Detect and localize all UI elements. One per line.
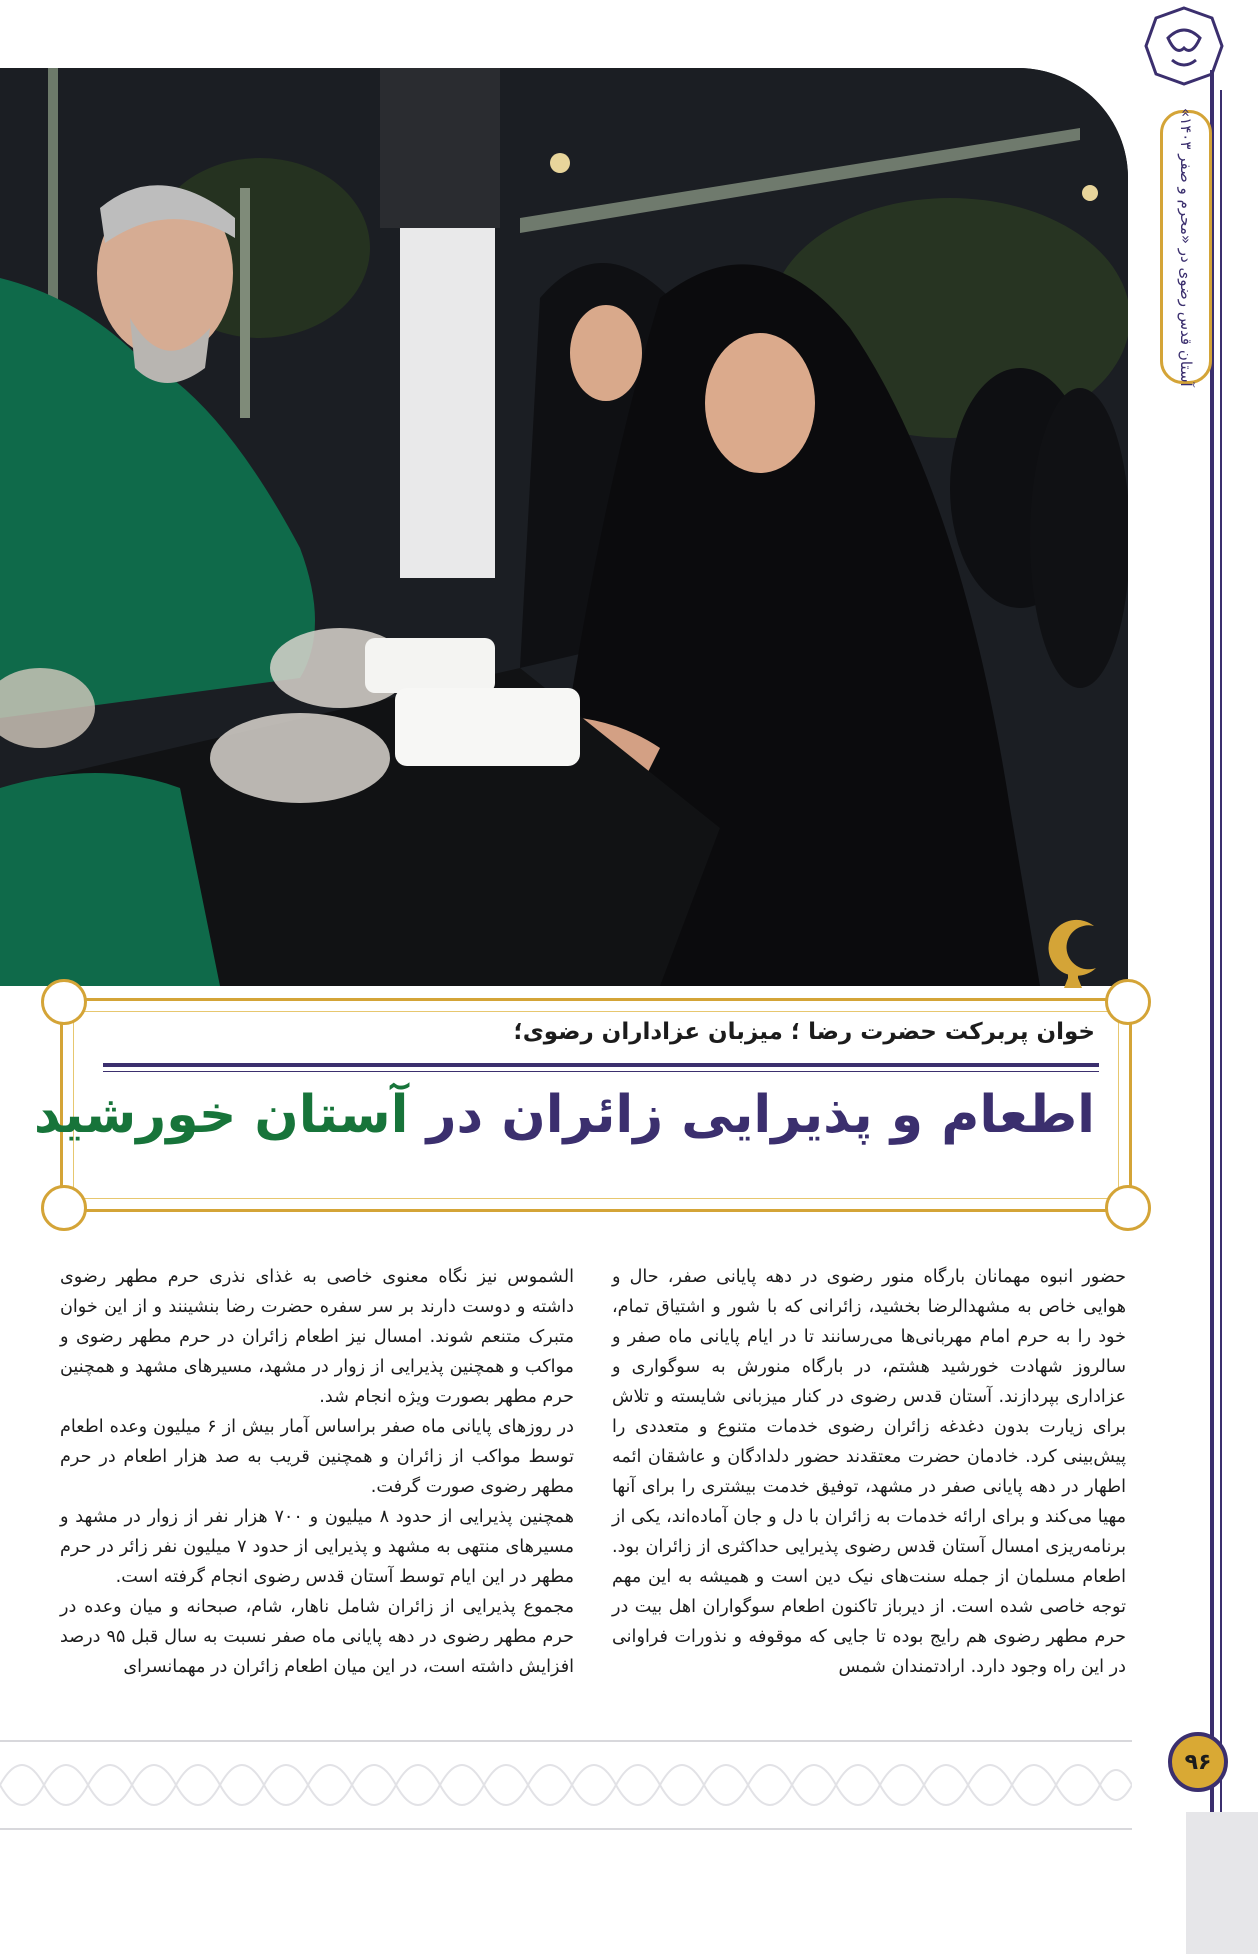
- article-title-part1: اطعام و پذیرایی زائران در: [426, 1085, 1095, 1145]
- body-paragraph: مجموع پذیرایی از زائران شامل ناهار، شام، صبحانه و میان وعده در حرم مطهر رضوی در دهه پایانی ماه صفر نسبت به سال قبل ۹۵ درصد افزایش داشته است، در این میان اطعام زائران در مهمانسرای: [60, 1597, 574, 1677]
- body-paragraph: الشموس نیز نگاه معنوی خاصی به غذای نذری حرم مطهر رضوی داشته و دوست دارند بر سر سفره حضرت رضا بنشینند و از این خوان متبرک متنعم شوند. امسال نیز اطعام زائران در حرم مطهر رضوی و مواکب و همچنین پذیرایی از زوار در مشهد، مسیرهای مشهد و همچنین حرم مطهر بصورت ویژه انجام شد.: [60, 1267, 574, 1407]
- title-divider: [103, 1063, 1099, 1067]
- bottom-tab: [1186, 1812, 1258, 1954]
- article-photo: [0, 68, 1128, 986]
- frame-corner-ornament: [41, 979, 87, 1025]
- frame-corner-ornament: [41, 1185, 87, 1231]
- magazine-logo-icon: [1142, 4, 1226, 88]
- body-paragraph: همچنین پذیرایی از حدود ۸ میلیون و ۷۰۰ هزار نفر از زوار در مشهد و مسیرهای منتهی به مشهد و پذیرایی از حدود ۷ میلیون نفر زائر در حرم مطهر در این ایام توسط آستان قدس رضوی انجام گرفته است.: [60, 1507, 574, 1587]
- article-subtitle: خوان پربرکت حضرت رضا ؛ میزبان عزاداران رضوی؛: [513, 1019, 1095, 1045]
- body-column-right: [612, 1262, 1126, 1682]
- title-divider-thin: [103, 1071, 1099, 1072]
- running-head: [1160, 107, 1212, 387]
- decorative-rail-thin: [1220, 90, 1222, 1850]
- title-frame: [33, 998, 1132, 1212]
- page-number-text: ۹۶: [1184, 1749, 1212, 1775]
- frame-corner-ornament: [1105, 1185, 1151, 1231]
- article-title-part2: آستان خورشید: [33, 1085, 409, 1145]
- frame-corner-ornament: [1105, 979, 1151, 1025]
- article-title: [34, 1085, 1095, 1145]
- body-column-left: [60, 1262, 574, 1682]
- crescent-lamp-icon: [1034, 912, 1114, 992]
- photo-illustration: [0, 68, 1128, 986]
- page-number: [1168, 1732, 1228, 1792]
- running-head-text: آستان قدس رضوی در «محرم و صفر ۱۴۰۳»: [1177, 107, 1195, 387]
- footer-pattern: [0, 1735, 1132, 1835]
- body-paragraph: حضور انبوه مهمانان بارگاه منور رضوی در دهه پایانی صفر، حال و هوایی خاص به مشهدالرضا بخشید، زائرانی که با شور و اشتیاق تمام، خود را به حرم امام مهربانی‌ها می‌رسانند تا در ایام پایانی ماه صفر و سالروز شهادت خورشید هشتم، در بارگاه منورش به سوگواری و عزاداری بپردازند. آستان قدس رضوی در کنار میزبانی شایسته و تلاش برای زیارت بدون دغدغه زائران رضوی خدمات متنوع و متعددی را پیش‌بینی کرد. خادمان حضرت معتقدند حضور دلدادگان و عاشقان ائمه اطهار در دهه پایانی صفر در مشهد، توفیق خدمت بیشتری را برای آنها مهیا می‌کند و برای ارائه خدمات به زائران با دل و جان آماده‌اند، یکی از برنامه‌ریزی امسال آستان قدس رضوی پذیرایی حداکثری از زائران بود. اطعام مسلمان از جمله سنت‌های نیک دین است و همیشه به این مهم توجه خاصی شده است. از دیرباز تاکنون اطعام سوگواران اهل بیت در حرم مطهر رضوی هم رایج بوده تا جایی که موقوفه و نذورات فراوانی در این راه وجود دارد. ارادتمندان شمس: [612, 1267, 1126, 1677]
- body-paragraph: در روزهای پایانی ماه صفر براساس آمار بیش از ۶ میلیون وعده اطعام توسط مواکب از زائران و همچنین قریب به صد هزار اطعام در حرم مطهر رضوی صورت گرفت.: [60, 1417, 574, 1497]
